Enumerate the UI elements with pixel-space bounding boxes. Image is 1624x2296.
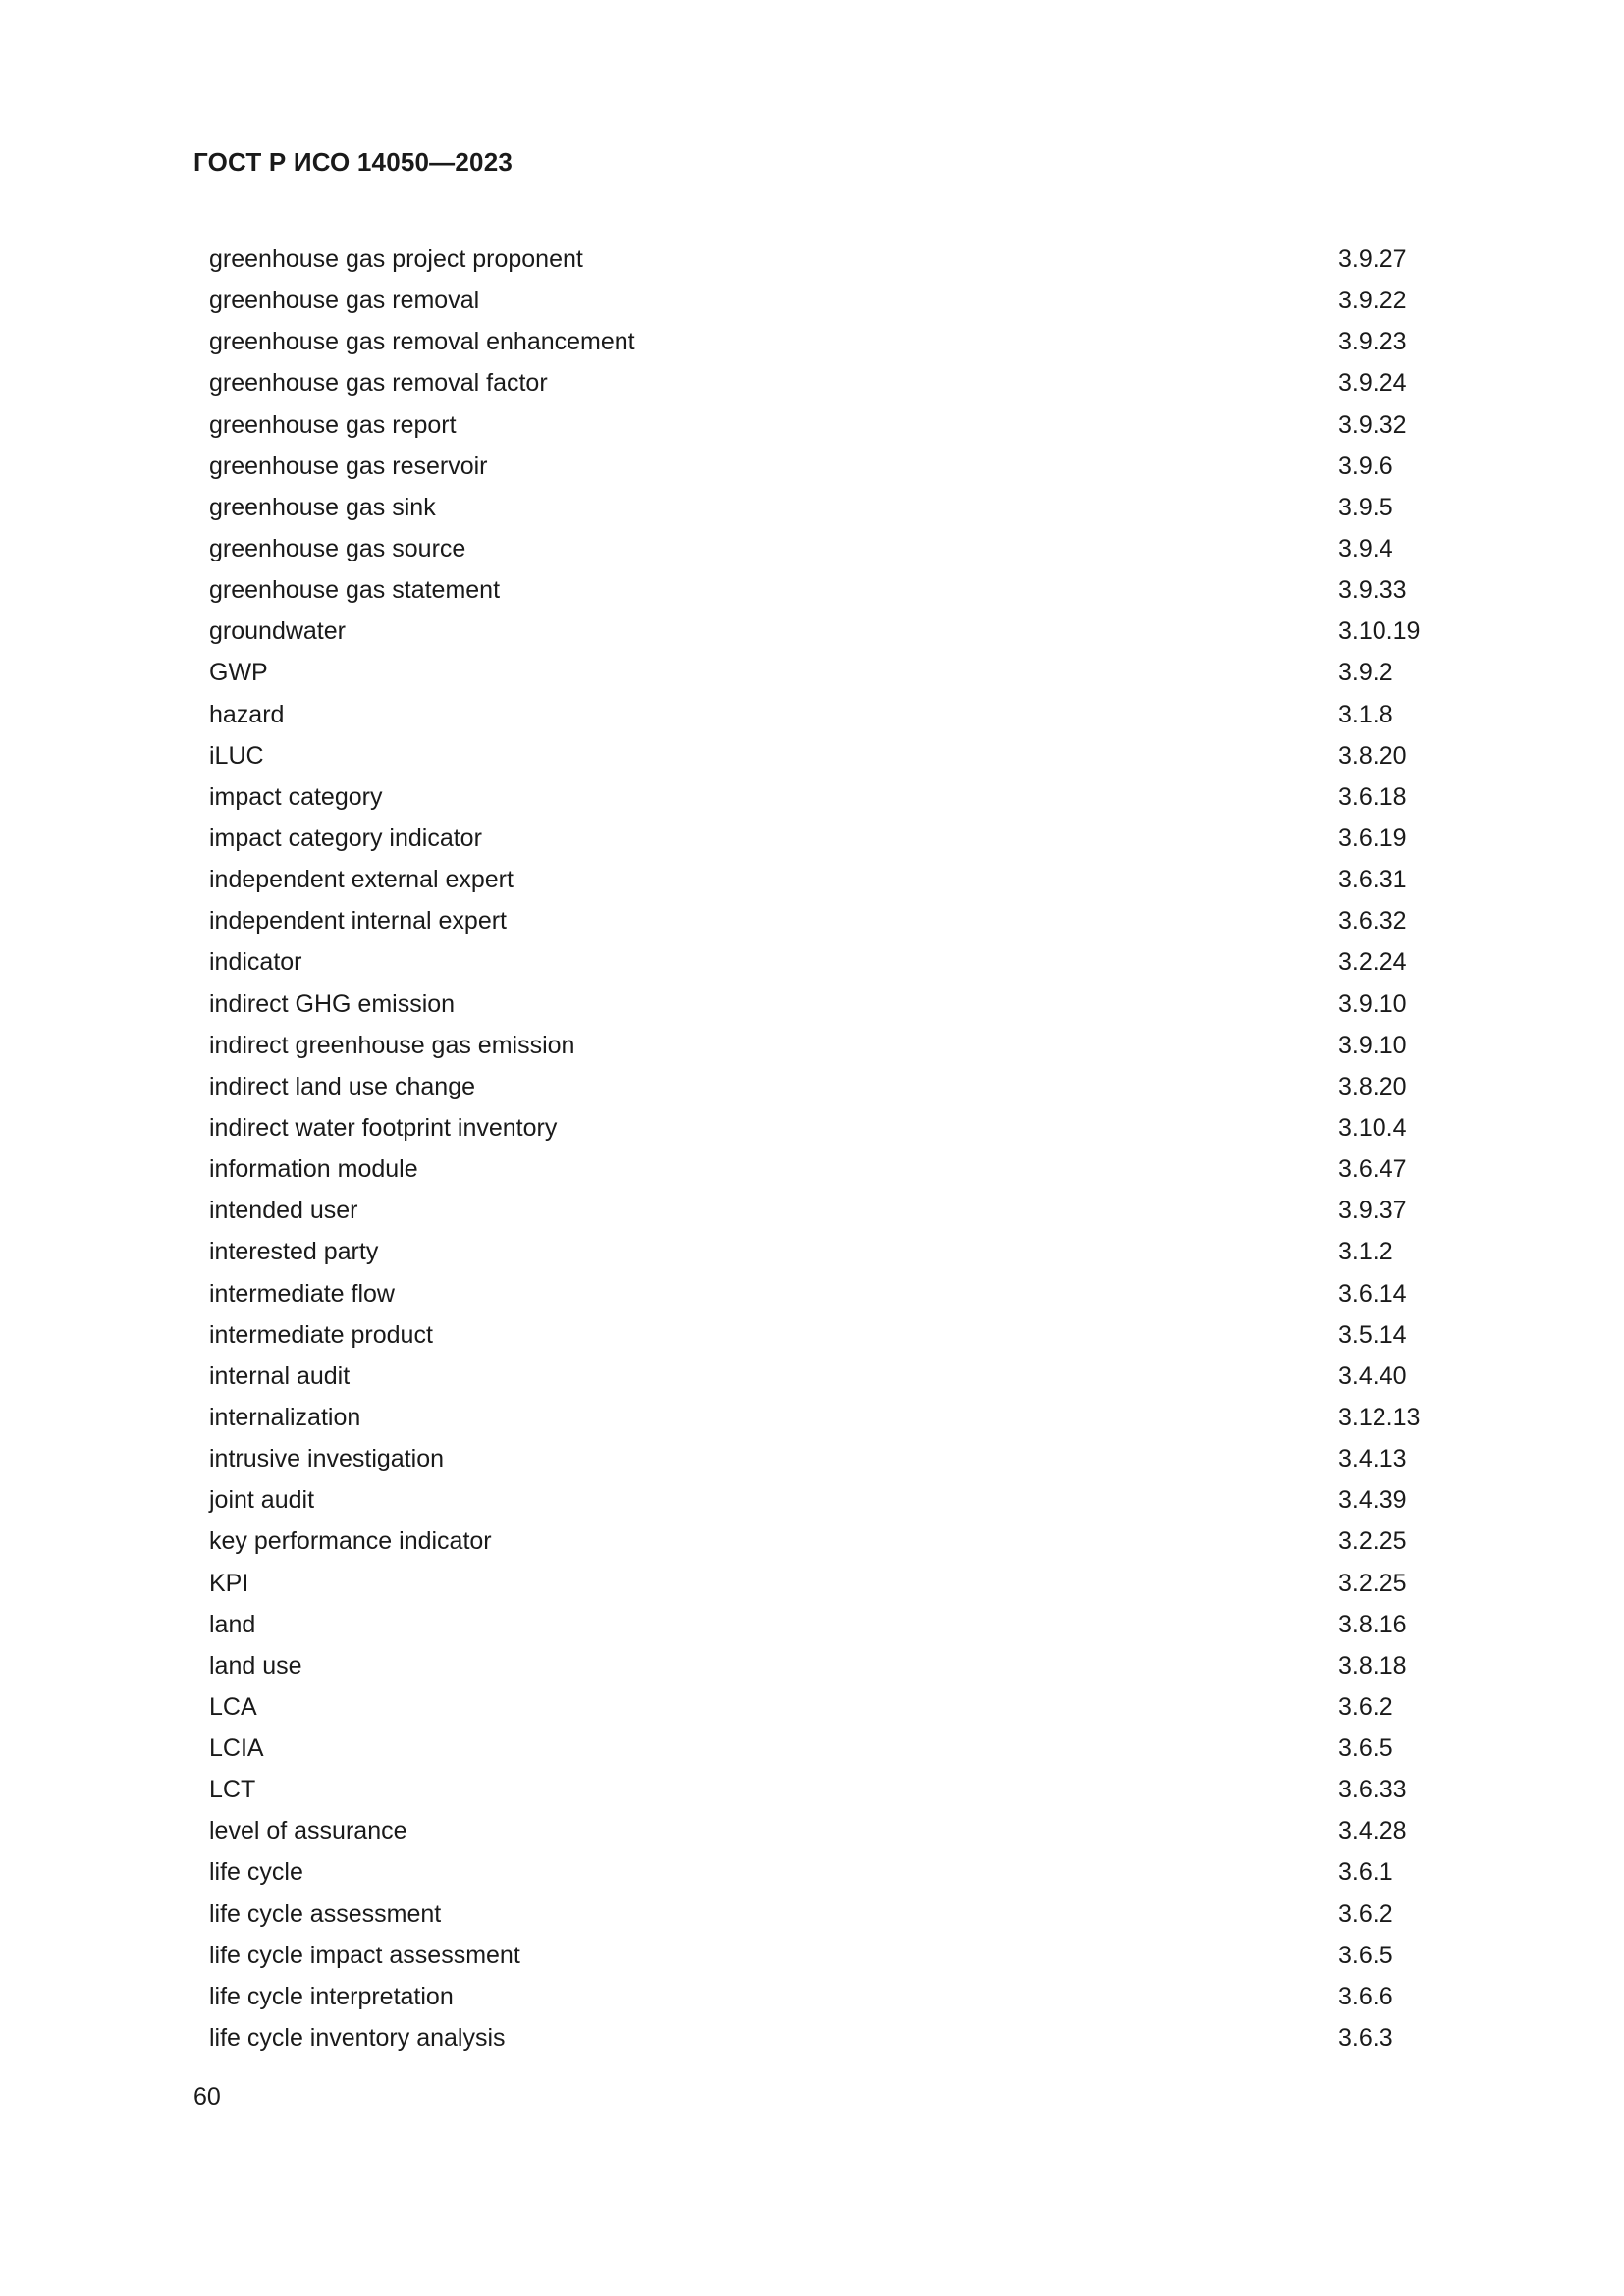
index-term: indicator <box>209 948 302 977</box>
index-reference: 3.1.8 <box>1338 700 1393 728</box>
index-entry <box>209 404 1446 446</box>
index-reference: 3.1.2 <box>1338 1238 1393 1266</box>
index-entry <box>209 1851 1446 1893</box>
index-reference: 3.8.18 <box>1338 1651 1407 1680</box>
index-term: intermediate product <box>209 1320 433 1349</box>
index-entry <box>209 1976 1446 2017</box>
index-reference: 3.2.25 <box>1338 1527 1407 1556</box>
index-entry <box>209 818 1446 859</box>
index-reference: 3.6.19 <box>1338 824 1407 852</box>
index-reference: 3.10.4 <box>1338 1113 1407 1142</box>
index-reference: 3.6.33 <box>1338 1776 1407 1804</box>
index-reference: 3.9.37 <box>1338 1197 1407 1225</box>
index-term: independent internal expert <box>209 907 508 935</box>
index-reference: 3.6.47 <box>1338 1155 1407 1184</box>
index-reference: 3.6.5 <box>1338 1941 1393 1969</box>
index-term: KPI <box>209 1569 249 1597</box>
index-entry <box>209 1107 1446 1148</box>
index-term: indirect greenhouse gas emission <box>209 1031 575 1059</box>
index-term: LCT <box>209 1776 256 1804</box>
index-entry <box>209 1148 1446 1190</box>
index-term: internalization <box>209 1403 361 1431</box>
index-entry <box>209 446 1446 487</box>
index-entry <box>209 569 1446 611</box>
index-reference: 3.4.40 <box>1338 1362 1407 1390</box>
index-term: intrusive investigation <box>209 1445 445 1473</box>
index-term: key performance indicator <box>209 1527 492 1556</box>
index-reference: 3.6.18 <box>1338 782 1407 811</box>
index-entry <box>209 859 1446 900</box>
page-number: 60 <box>193 2083 221 2110</box>
index-entry <box>209 239 1446 280</box>
index-reference: 3.6.3 <box>1338 2024 1393 2053</box>
index-reference: 3.9.4 <box>1338 534 1393 562</box>
index-reference: 3.6.32 <box>1338 907 1407 935</box>
index-entry <box>209 1810 1446 1851</box>
index-entry <box>209 1894 1446 1935</box>
index-entry <box>209 1025 1446 1066</box>
index-reference: 3.10.19 <box>1338 617 1421 646</box>
index-reference: 3.9.24 <box>1338 369 1407 398</box>
index-reference: 3.9.32 <box>1338 410 1407 439</box>
index-entry <box>209 611 1446 652</box>
index-term: greenhouse gas reservoir <box>209 452 488 480</box>
index-entry <box>209 1521 1446 1562</box>
index-entry <box>209 1066 1446 1107</box>
index-reference: 3.6.6 <box>1338 1982 1393 2010</box>
index-reference: 3.4.39 <box>1338 1486 1407 1515</box>
index-term: indirect land use change <box>209 1072 476 1100</box>
index-reference: 3.9.27 <box>1338 245 1407 273</box>
index-reference: 3.9.23 <box>1338 328 1407 356</box>
index-term: greenhouse gas removal enhancement <box>209 328 635 356</box>
index-term: hazard <box>209 700 285 728</box>
index-reference: 3.6.14 <box>1338 1279 1407 1308</box>
index-reference: 3.9.10 <box>1338 1031 1407 1059</box>
index-reference: 3.5.14 <box>1338 1320 1407 1349</box>
index-term: interested party <box>209 1238 379 1266</box>
index-entry <box>209 1314 1446 1356</box>
index-reference: 3.2.24 <box>1338 948 1407 977</box>
index-entry <box>209 1563 1446 1604</box>
index-term: life cycle interpretation <box>209 1982 454 2010</box>
index-entry <box>209 1769 1446 1810</box>
index-term: greenhouse gas sink <box>209 493 436 521</box>
index-term: indirect water footprint inventory <box>209 1113 558 1142</box>
index-reference: 3.2.25 <box>1338 1569 1407 1597</box>
index-term: greenhouse gas removal factor <box>209 369 548 398</box>
index-term: intended user <box>209 1197 358 1225</box>
index-term: GWP <box>209 659 268 687</box>
index-reference: 3.6.31 <box>1338 866 1407 894</box>
index-entry <box>209 694 1446 735</box>
index-reference: 3.8.20 <box>1338 741 1407 770</box>
index-term: life cycle inventory analysis <box>209 2024 506 2053</box>
index-term: life cycle <box>209 1858 303 1887</box>
index-entry <box>209 1728 1446 1769</box>
index-entry <box>209 362 1446 403</box>
index-reference: 3.6.2 <box>1338 1899 1393 1928</box>
index-entry <box>209 1479 1446 1521</box>
index-term: land <box>209 1610 256 1638</box>
index-reference: 3.8.20 <box>1338 1072 1407 1100</box>
index-reference: 3.9.5 <box>1338 493 1393 521</box>
index-reference: 3.12.13 <box>1338 1403 1421 1431</box>
index-reference: 3.8.16 <box>1338 1610 1407 1638</box>
index-entry <box>209 1397 1446 1438</box>
index-entry <box>209 1231 1446 1272</box>
index-reference: 3.6.5 <box>1338 1735 1393 1763</box>
index-entry <box>209 1190 1446 1231</box>
index-term: groundwater <box>209 617 346 646</box>
index-term: impact category indicator <box>209 824 482 852</box>
index-term: impact category <box>209 782 383 811</box>
document-header: ГОСТ Р ИСО 14050—2023 <box>193 147 514 177</box>
index-term: LCIA <box>209 1735 264 1763</box>
index-term: greenhouse gas statement <box>209 576 501 605</box>
index-reference: 3.9.33 <box>1338 576 1407 605</box>
index-term: greenhouse gas project proponent <box>209 245 583 273</box>
index-term: life cycle assessment <box>209 1899 442 1928</box>
index-term: greenhouse gas source <box>209 534 466 562</box>
index-entry <box>209 984 1446 1025</box>
index-reference: 3.6.1 <box>1338 1858 1393 1887</box>
index-entry <box>209 1438 1446 1479</box>
alphabetical-index <box>209 239 1446 2058</box>
index-entry <box>209 1273 1446 1314</box>
index-reference: 3.6.2 <box>1338 1692 1393 1721</box>
index-reference: 3.4.13 <box>1338 1445 1407 1473</box>
index-term: level of assurance <box>209 1817 407 1845</box>
index-reference: 3.9.22 <box>1338 287 1407 315</box>
index-term: LCA <box>209 1692 257 1721</box>
index-term: independent external expert <box>209 866 514 894</box>
index-entry <box>209 1645 1446 1686</box>
index-entry <box>209 2017 1446 2058</box>
index-reference: 3.9.2 <box>1338 659 1393 687</box>
index-term: indirect GHG emission <box>209 989 456 1018</box>
index-entry <box>209 487 1446 528</box>
index-term: greenhouse gas removal <box>209 287 480 315</box>
index-entry <box>209 1935 1446 1976</box>
index-term: life cycle impact assessment <box>209 1941 520 1969</box>
index-term: iLUC <box>209 741 264 770</box>
index-entry <box>209 900 1446 941</box>
index-term: information module <box>209 1155 418 1184</box>
index-entry <box>209 776 1446 818</box>
index-entry <box>209 652 1446 693</box>
index-entry <box>209 1604 1446 1645</box>
index-term: internal audit <box>209 1362 351 1390</box>
index-entry <box>209 528 1446 569</box>
index-term: land use <box>209 1651 302 1680</box>
index-entry <box>209 280 1446 321</box>
index-entry <box>209 735 1446 776</box>
index-reference: 3.9.6 <box>1338 452 1393 480</box>
index-term: intermediate flow <box>209 1279 395 1308</box>
index-term: greenhouse gas report <box>209 410 457 439</box>
index-entry <box>209 321 1446 362</box>
index-entry <box>209 1356 1446 1397</box>
index-entry <box>209 941 1446 983</box>
index-entry <box>209 1686 1446 1728</box>
index-reference: 3.4.28 <box>1338 1817 1407 1845</box>
index-term: joint audit <box>209 1486 315 1515</box>
index-reference: 3.9.10 <box>1338 989 1407 1018</box>
